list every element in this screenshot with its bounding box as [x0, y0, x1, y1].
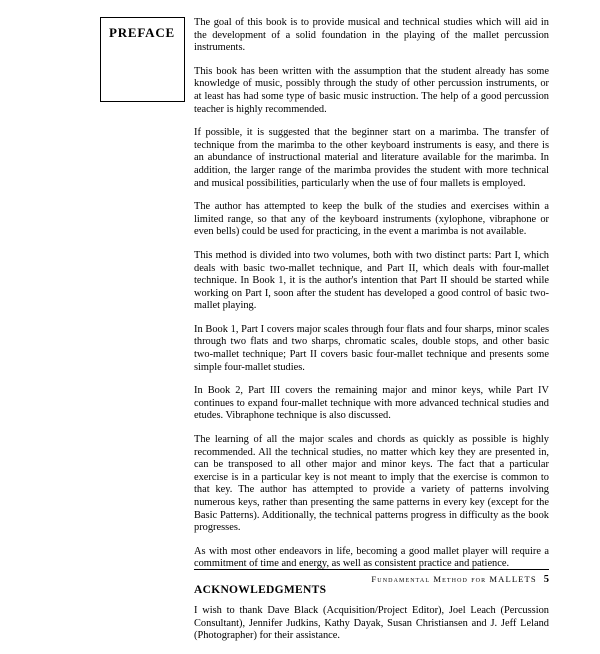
body-paragraph: This book has been written with the assumption that the student already has some knowledge of music, possibly through the study of other percussion instruments, or at least has had some type of basic music instruction. The help of a good percussion teacher is highly recommended.: [194, 65, 549, 115]
body-text-column: [194, 17, 549, 654]
body-paragraph: As with most other endeavors in life, becoming a good mallet player will require a commitment of time and energy, as well as consistent practice and patience.: [194, 545, 549, 570]
page-number: 5: [543, 574, 549, 585]
body-paragraph: The author has attempted to keep the bulk of the studies and exercises within a limited range, so that any of the keyboard instruments (xylophone, vibraphone or even bells) could be used for practicing, in the event a marimba is not available.: [194, 201, 549, 238]
body-paragraph: The learning of all the major scales and chords as quickly as possible is highly recommended. All the technical studies, no matter which key they are presented in, can be transposed to all other major and minor keys. The fact that a particular exercise is in a particular key is not meant to imply that the exercise is common to that key. The author has attempted to provide a variety of patterns involving numerous keys, rather than presenting the same patterns in every key (except for the Basic Patterns). Additionally, the technical patterns progress in difficulty as the book progresses.: [194, 434, 549, 534]
page-footer: [194, 569, 549, 585]
body-paragraph: In Book 1, Part I covers major scales through four flats and four sharps, minor scales through two flats and two sharps, chromatic scales, double stops, and other basic two-mallet technique; Part II covers basic four-mallet technique and presents some simple four-mallet studies.: [194, 323, 549, 373]
body-paragraph: The goal of this book is to provide musical and technical studies which will aid in the development of a solid foundation in the playing of the mallet percussion instruments.: [194, 17, 549, 54]
page-title: PREFACE: [109, 25, 176, 40]
body-paragraph: In Book 2, Part III covers the remaining major and minor keys, while Part IV continues to expand four-mallet technique with more advanced technical studies and etudes. Vibraphone technique is also discussed.: [194, 385, 549, 422]
footer-divider: [194, 569, 549, 570]
footer-line: [194, 574, 549, 585]
body-paragraph: This method is divided into two volumes, both with two distinct parts: Part I, which deals with basic two-mallet technique, and Part II, which deals with four-mallet technique. In Book 1, it is the author's intention that Part II should be started while working on Part I, soon after the student has developed a good control of basic two-mallet playing.: [194, 249, 549, 312]
acknowledgments-paragraph: I wish to thank Dave Black (Acquisition/Project Editor), Joel Leach (Percussion Consultant), Jennifer Judkins, Kathy Dayak, Susan Christiansen and J. Jeff Leland (Photographer) for their assistance.: [194, 604, 549, 642]
footer-title: Fundamental Method for MALLETS: [371, 574, 537, 584]
acknowledgments-heading: ACKNOWLEDGMENTS: [194, 583, 327, 596]
body-paragraph: If possible, it is suggested that the beginner start on a marimba. The transfer of technique from the marimba to the other keyboard instruments is easy, and there is an abundance of instructional material and literature available for the marimba. In addition, the larger range of the marimba provides the student with more technical and musical possibilities, particularly when the use of four mallets is employed.: [194, 127, 549, 189]
preface-title-box: [100, 17, 185, 102]
